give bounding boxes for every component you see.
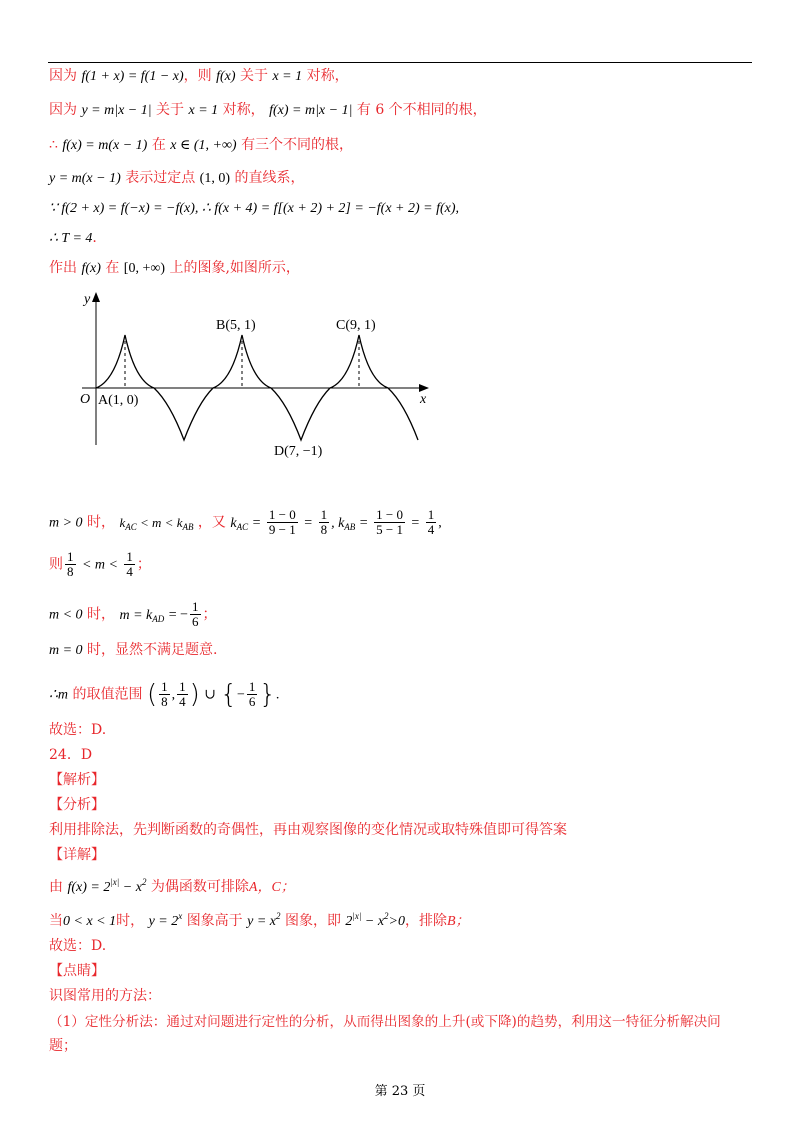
fraction-denominator: 6	[192, 614, 199, 629]
text-line-9	[49, 550, 151, 579]
text: 【解析】	[49, 772, 105, 788]
text: 【分析】	[49, 797, 105, 813]
text: 因为	[49, 102, 77, 118]
fraction-numerator: 1 − 0	[376, 507, 403, 522]
text-line-19	[49, 872, 295, 898]
math: < m < k	[136, 514, 183, 530]
text-line-23	[49, 986, 161, 1006]
math: = −	[168, 607, 188, 623]
subscript: AC	[125, 521, 137, 532]
text: 作出	[49, 260, 77, 276]
text-line-17	[49, 820, 567, 840]
math: f(x) = 2	[67, 880, 111, 895]
text: 的取值范围	[72, 686, 143, 703]
math: ∪	[204, 687, 216, 703]
text: 【详解】	[49, 847, 105, 863]
math: ,	[438, 515, 442, 531]
text-line-18	[49, 845, 105, 865]
fraction-denominator: 8	[320, 522, 328, 537]
text: ；	[136, 556, 151, 573]
superscript: |x|	[352, 911, 362, 921]
text: 对称，	[222, 102, 265, 118]
text-line-24	[49, 1012, 721, 1032]
page-footer: 第 23 页	[374, 1084, 426, 1099]
y-axis-label: y	[84, 292, 91, 307]
text-line-5	[49, 198, 459, 219]
fraction-denominator: 9 − 1	[268, 522, 296, 537]
text-line-4	[49, 168, 304, 189]
text: 的直线系，	[234, 170, 305, 186]
fraction-numerator: 1	[179, 679, 186, 694]
function-graph	[60, 285, 480, 475]
fraction-numerator: 1	[126, 549, 133, 564]
math: >0	[388, 914, 405, 929]
text: ，又	[197, 514, 226, 531]
superscript: 2	[384, 911, 389, 921]
text-line-2	[49, 100, 487, 121]
text: 24．D	[49, 747, 93, 763]
text-line-21	[49, 936, 106, 956]
math: =	[304, 515, 313, 531]
text-line-11	[49, 640, 217, 661]
fraction-denominator: 4	[179, 694, 186, 709]
math: 2	[345, 914, 353, 929]
text-line-13	[49, 720, 106, 740]
origin-label: O	[80, 392, 91, 407]
subscript: AB	[344, 521, 356, 532]
fraction-denominator: 8	[67, 564, 74, 579]
superscript: x	[178, 911, 183, 921]
fraction-denominator: 5 − 1	[376, 522, 403, 537]
text-line-20	[49, 906, 470, 932]
text: 有三个不同的根，	[241, 137, 354, 153]
text-line-3	[49, 135, 353, 156]
math: =	[411, 515, 420, 531]
text-line-1	[49, 66, 349, 87]
point-c-label: C(9, 1)	[336, 318, 376, 333]
text: 利用排除法，先判断函数的奇偶性，再由观察图像的变化情况或取特殊值即可得答案	[49, 822, 567, 838]
math: x ∈ (1, +∞)	[170, 138, 237, 153]
text-line-25	[49, 1036, 77, 1056]
fraction-numerator: 1	[427, 507, 435, 522]
fraction-denominator: 4	[126, 564, 133, 579]
math: 0 < x < 1	[63, 914, 117, 929]
fraction-denominator: 6	[248, 694, 256, 709]
text: 图象，即	[284, 913, 341, 929]
math: k	[119, 514, 126, 530]
text-line-14	[49, 745, 92, 765]
text-line-7	[49, 258, 300, 279]
point-a-label: A(1, 0)	[98, 393, 139, 408]
math: .	[275, 687, 280, 703]
subscript: AD	[152, 613, 165, 624]
text: 则	[49, 556, 63, 573]
fraction-numerator: 1	[192, 599, 199, 614]
math: m > 0	[49, 515, 83, 531]
math: m = 0	[49, 643, 83, 658]
text: 图象高于	[186, 913, 243, 929]
text: 关于	[156, 102, 185, 118]
text: 上的图象,如图所示，	[169, 260, 300, 276]
text: （1）定性分析法：通过对问题进行定性的分析，从而得出图象的上升(或下降)的趋势，利用这一特征分析解决问	[49, 1014, 721, 1030]
fraction-denominator: 8	[161, 694, 168, 709]
text: ；	[202, 606, 217, 623]
math: y = x	[247, 914, 277, 929]
subscript: AC	[236, 521, 249, 532]
text: 故选：D.	[49, 722, 107, 738]
text: 故选：D.	[49, 938, 107, 954]
text-line-6	[49, 228, 97, 249]
header-rule	[48, 62, 752, 63]
text: 为偶函数可排除	[150, 879, 249, 895]
text: ∴	[49, 137, 58, 153]
math: k	[230, 515, 237, 531]
math: (1, 0)	[199, 171, 230, 186]
text: 有 6 个不相同的根，	[356, 102, 487, 118]
text: 当	[49, 913, 63, 929]
math: ∴m	[49, 687, 69, 703]
text: 时，显然不满足题意.	[87, 642, 218, 658]
text: ，则	[183, 68, 212, 84]
math: f(1 + x) = f(1 − x)	[81, 69, 184, 84]
math: m < 0	[49, 607, 83, 623]
fraction-numerator: 1	[67, 549, 74, 564]
text: 在	[105, 260, 120, 276]
superscript: 2	[141, 877, 147, 887]
math: y = 2	[148, 914, 179, 929]
math: x = 1	[272, 69, 303, 84]
math: y = m(x − 1)	[49, 171, 121, 186]
math: f(x)	[81, 261, 101, 276]
text-line-22	[49, 961, 105, 981]
math: , k	[331, 515, 345, 531]
text: A，C；	[248, 880, 295, 895]
text: 时，	[87, 514, 116, 531]
math: =	[359, 515, 368, 531]
text-line-15	[49, 770, 105, 790]
math: f(x)	[216, 69, 236, 84]
text: 关于	[240, 68, 268, 84]
text: 对称，	[306, 68, 349, 84]
math: f(x) = m|x − 1|	[269, 103, 353, 118]
math: =	[252, 515, 261, 531]
point-d-label: D(7, −1)	[274, 444, 323, 459]
text: 表示过定点	[125, 170, 196, 186]
math: −	[236, 687, 245, 703]
subscript: AB	[182, 521, 194, 532]
superscript: |x|	[110, 877, 120, 887]
text: 因为	[49, 68, 77, 84]
fraction-denominator: 4	[427, 522, 435, 537]
fraction-numerator: 1 − 0	[268, 507, 296, 522]
fraction-numerator: 1	[320, 507, 328, 522]
math: x = 1	[188, 103, 219, 118]
point-b-label: B(5, 1)	[216, 318, 256, 333]
text: 由	[49, 879, 63, 895]
text: 题；	[49, 1038, 77, 1054]
text-line-8	[49, 508, 442, 537]
text: .	[92, 230, 97, 246]
text: B；	[447, 914, 470, 929]
text-line-16	[49, 795, 105, 815]
math: ∵ f(2 + x) = f(−x) = −f(x), ∴ f(x + 4) = f[(x + 2) + 2] = −f(x + 2) = f(x),	[49, 201, 460, 216]
fraction-numerator: 1	[161, 679, 168, 694]
text: 识图常用的方法：	[49, 988, 161, 1004]
text: ，排除	[405, 913, 447, 929]
x-axis-label: x	[420, 392, 427, 407]
math: [0, +∞)	[123, 261, 165, 276]
text: 【点睛】	[49, 963, 105, 979]
math: − x	[361, 914, 385, 929]
math: f(x) = m(x − 1)	[62, 138, 148, 153]
text: 时，	[116, 913, 145, 929]
text: 在	[151, 137, 166, 153]
math: < m <	[81, 557, 118, 573]
text-line-10	[49, 600, 217, 629]
text-line-12: ∴m 的取值范围 ( $\frac{1}{8}$ , $\frac{1}{4}$ ) ∪ {− $\frac{1}{6}$ }.	[49, 679, 280, 710]
text: 时，	[87, 606, 116, 623]
fraction-numerator: 1	[248, 679, 256, 694]
superscript: 2	[276, 911, 281, 921]
math: ∴ T = 4	[49, 231, 93, 246]
math: y = m|x − 1|	[81, 103, 152, 118]
math: m = k	[119, 607, 153, 623]
math: − x	[119, 880, 142, 895]
